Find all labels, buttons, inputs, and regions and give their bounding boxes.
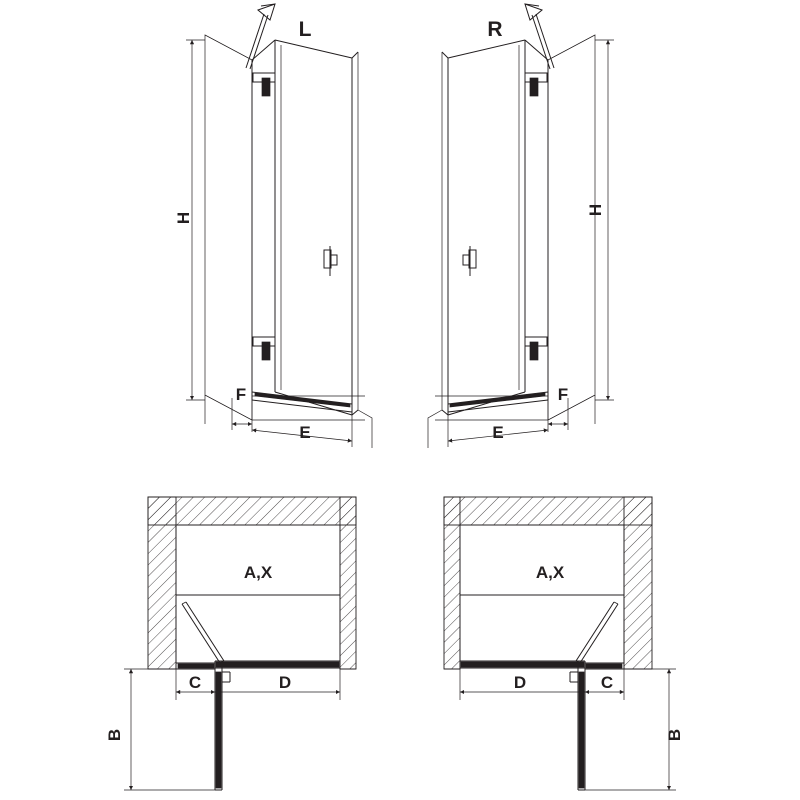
label-plan-right-overall: A,X — [535, 563, 565, 582]
label-left-fixed: F — [235, 385, 247, 404]
label-left-height: H — [174, 211, 193, 225]
label-plan-left-door: D — [278, 673, 292, 692]
view-front-left — [174, 4, 372, 448]
label-plan-right-depth: B — [665, 728, 684, 742]
view-plan-left — [105, 497, 356, 790]
view-front-right — [428, 4, 614, 448]
view-plan-right — [444, 497, 684, 790]
label-right-hand: R — [487, 18, 503, 41]
label-right-height: H — [586, 203, 605, 217]
label-plan-right-fixed: C — [600, 673, 614, 692]
label-plan-right-door: D — [513, 673, 527, 692]
label-plan-left-depth: B — [105, 728, 124, 742]
label-plan-left-fixed: C — [188, 673, 202, 692]
label-left-door: E — [299, 423, 311, 442]
label-right-door: E — [492, 423, 504, 442]
label-left-hand: L — [298, 18, 312, 41]
label-plan-left-overall: A,X — [243, 563, 273, 582]
label-right-fixed: F — [557, 385, 569, 404]
